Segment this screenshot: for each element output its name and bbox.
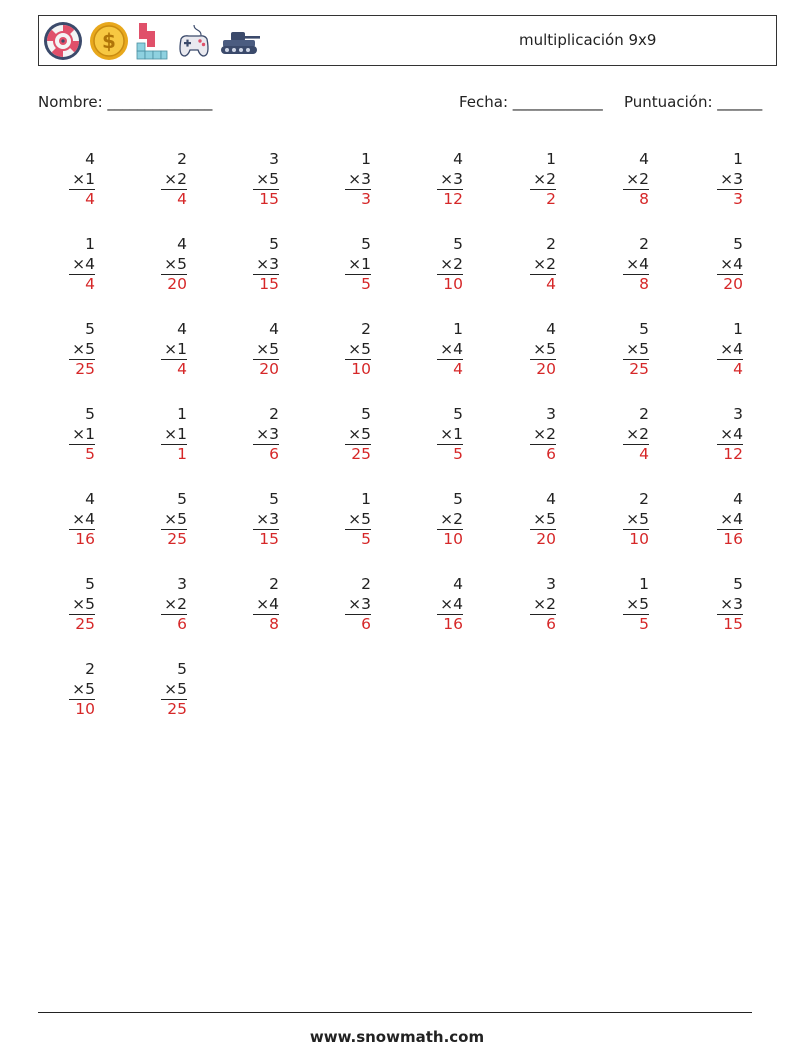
problem-answer: 25 [161,699,187,719]
problem-multiplicand: 4 [453,575,463,593]
problem-multiplicand: 4 [733,490,743,508]
problem-answer: 10 [437,529,463,549]
problem-multiplicand: 4 [453,150,463,168]
problem-answer: 8 [623,189,649,209]
problem-item [311,235,371,294]
footer-divider [38,1012,752,1013]
problem-answer: 6 [530,444,556,464]
problem-multiplicand: 5 [733,235,743,253]
problem-multiplier: ×4 [720,339,743,358]
problem-item [127,235,187,294]
problem-multiplicand: 2 [269,405,279,423]
problem-item [35,405,95,464]
problem-item [219,320,279,379]
problem-answer: 15 [253,274,279,294]
problem-multiplier: ×2 [533,594,556,613]
problem-multiplicand: 4 [269,320,279,338]
problem-answer: 25 [161,529,187,549]
problem-multiplier: ×3 [720,594,743,613]
problem-answer: 20 [530,359,556,379]
problem-multiplicand: 2 [361,575,371,593]
problem-item [127,405,187,464]
problem-answer: 4 [623,444,649,464]
problem-multiplier: ×5 [164,679,187,698]
problem-multiplier: ×3 [720,169,743,188]
problem-answer: 15 [717,614,743,634]
problem-answer: 6 [345,614,371,634]
problem-answer: 6 [530,614,556,634]
problem-multiplicand: 3 [546,405,556,423]
problem-multiplicand: 1 [361,150,371,168]
problem-multiplier: ×2 [164,169,187,188]
problem-multiplicand: 5 [177,490,187,508]
problem-item [683,490,743,549]
problem-answer: 15 [253,189,279,209]
problem-multiplier: ×3 [348,169,371,188]
problem-multiplier: ×5 [164,254,187,273]
score-field: Puntuación: ______ [624,93,763,111]
problem-item [35,235,95,294]
problem-multiplier: ×5 [348,509,371,528]
problem-multiplicand: 2 [269,575,279,593]
problem-multiplier: ×4 [440,339,463,358]
problem-multiplier: ×4 [72,254,95,273]
footer-site: www.snowmath.com [309,1028,485,1046]
problem-answer: 15 [253,529,279,549]
problem-item [683,405,743,464]
problem-item [683,150,743,209]
problem-multiplicand: 2 [639,235,649,253]
problem-item [311,405,371,464]
problem-multiplicand: 1 [546,150,556,168]
problem-multiplicand: 5 [453,490,463,508]
problem-item [311,150,371,209]
problem-answer: 10 [437,274,463,294]
problem-answer: 20 [717,274,743,294]
problem-multiplier: ×4 [72,509,95,528]
problem-multiplier: ×5 [348,339,371,358]
problem-multiplier: ×5 [626,594,649,613]
problem-item [35,660,95,719]
problem-multiplier: ×3 [256,254,279,273]
problem-multiplier: ×4 [720,254,743,273]
problem-multiplier: ×2 [533,169,556,188]
problem-item [311,490,371,549]
problem-answer: 4 [161,359,187,379]
problem-answer: 4 [69,274,95,294]
problem-answer: 3 [717,189,743,209]
problem-multiplicand: 1 [453,320,463,338]
problem-item [496,490,556,549]
problem-item [127,575,187,634]
problem-multiplicand: 1 [85,235,95,253]
problem-answer: 8 [253,614,279,634]
problem-item [496,405,556,464]
problem-multiplicand: 5 [361,405,371,423]
problem-item [219,490,279,549]
problem-multiplicand: 4 [85,150,95,168]
problem-multiplier: ×5 [533,339,556,358]
problem-multiplier: ×4 [626,254,649,273]
problem-multiplier: ×3 [440,169,463,188]
problem-multiplicand: 5 [361,235,371,253]
problem-item [35,490,95,549]
problem-item [589,320,649,379]
problem-multiplier: ×5 [626,509,649,528]
problem-multiplicand: 2 [639,490,649,508]
problem-multiplicand: 3 [177,575,187,593]
problem-item [683,320,743,379]
name-field: Nombre: ______________ [38,93,213,111]
problem-answer: 20 [253,359,279,379]
problem-item [589,575,649,634]
problem-multiplier: ×1 [348,254,371,273]
problem-multiplier: ×2 [533,424,556,443]
problem-item [496,320,556,379]
problem-multiplier: ×1 [164,424,187,443]
problem-multiplicand: 5 [453,405,463,423]
problem-multiplier: ×4 [720,424,743,443]
problem-answer: 2 [530,189,556,209]
problem-answer: 12 [437,189,463,209]
problem-answer: 5 [69,444,95,464]
problem-multiplier: ×2 [626,424,649,443]
problem-item [311,320,371,379]
problem-answer: 5 [345,529,371,549]
problem-answer: 25 [69,614,95,634]
problem-multiplicand: 4 [177,320,187,338]
problem-answer: 5 [623,614,649,634]
problem-multiplier: ×2 [533,254,556,273]
problem-item [683,575,743,634]
problem-multiplier: ×5 [164,509,187,528]
problem-multiplier: ×5 [256,339,279,358]
problem-multiplicand: 4 [546,320,556,338]
problem-answer: 25 [69,359,95,379]
problem-multiplier: ×3 [348,594,371,613]
problem-item [589,490,649,549]
problem-answer: 1 [161,444,187,464]
problem-multiplicand: 1 [733,320,743,338]
problem-multiplier: ×5 [348,424,371,443]
problem-item [403,320,463,379]
problem-multiplier: ×2 [164,594,187,613]
problem-item [311,575,371,634]
svg-text:$: $ [102,29,116,53]
problem-item [403,235,463,294]
problem-multiplicand: 3 [546,575,556,593]
problem-answer: 4 [530,274,556,294]
problem-multiplicand: 1 [733,150,743,168]
problem-answer: 10 [623,529,649,549]
problem-answer: 25 [345,444,371,464]
problem-multiplier: ×4 [440,594,463,613]
problem-item [589,150,649,209]
problem-multiplicand: 4 [639,150,649,168]
problem-answer: 10 [69,699,95,719]
problem-multiplicand: 2 [85,660,95,678]
problem-multiplicand: 2 [361,320,371,338]
problem-multiplier: ×5 [256,169,279,188]
problem-multiplicand: 2 [546,235,556,253]
problem-item [127,320,187,379]
problem-item [403,150,463,209]
problem-answer: 4 [69,189,95,209]
problem-multiplier: ×1 [440,424,463,443]
problem-multiplicand: 1 [361,490,371,508]
problem-multiplier: ×1 [72,169,95,188]
problem-item [496,575,556,634]
problem-answer: 5 [345,274,371,294]
problem-multiplier: ×5 [626,339,649,358]
problem-item [219,405,279,464]
problem-multiplier: ×5 [72,594,95,613]
worksheet-title: multiplicación 9x9 [519,31,657,49]
problem-multiplicand: 5 [85,320,95,338]
problem-answer: 16 [69,529,95,549]
problem-multiplicand: 5 [269,490,279,508]
problem-answer: 8 [623,274,649,294]
problem-multiplicand: 5 [177,660,187,678]
problem-item [35,150,95,209]
problem-multiplier: ×2 [440,509,463,528]
problem-item [496,150,556,209]
problem-item [127,490,187,549]
problem-answer: 10 [345,359,371,379]
problem-multiplicand: 2 [639,405,649,423]
problem-multiplicand: 4 [546,490,556,508]
problem-multiplicand: 5 [733,575,743,593]
problem-multiplicand: 5 [639,320,649,338]
problem-answer: 25 [623,359,649,379]
problem-multiplier: ×5 [72,339,95,358]
problem-multiplicand: 5 [85,575,95,593]
problem-item [496,235,556,294]
problem-item [403,405,463,464]
problem-multiplicand: 1 [639,575,649,593]
problem-multiplicand: 5 [85,405,95,423]
problem-multiplier: ×5 [72,679,95,698]
problem-multiplicand: 4 [177,235,187,253]
problem-multiplicand: 4 [85,490,95,508]
problem-multiplier: ×2 [440,254,463,273]
problem-item [127,150,187,209]
problem-answer: 20 [161,274,187,294]
problem-item [35,575,95,634]
problem-item [683,235,743,294]
problem-item [219,575,279,634]
problem-multiplicand: 3 [733,405,743,423]
problem-multiplier: ×2 [626,169,649,188]
date-field: Fecha: ____________ [459,93,603,111]
problem-answer: 12 [717,444,743,464]
problem-multiplicand: 5 [453,235,463,253]
problem-answer: 6 [161,614,187,634]
problem-answer: 4 [437,359,463,379]
problem-multiplicand: 5 [269,235,279,253]
problem-multiplier: ×3 [256,509,279,528]
problem-answer: 4 [161,189,187,209]
problem-item [403,575,463,634]
problem-answer: 3 [345,189,371,209]
problem-item [127,660,187,719]
problem-item [589,405,649,464]
problem-item [219,150,279,209]
problem-item [589,235,649,294]
problem-answer: 16 [717,529,743,549]
problem-multiplier: ×1 [164,339,187,358]
problem-answer: 20 [530,529,556,549]
problem-item [403,490,463,549]
problem-multiplicand: 1 [177,405,187,423]
problem-multiplier: ×4 [720,509,743,528]
problem-multiplier: ×1 [72,424,95,443]
problem-item [35,320,95,379]
problem-answer: 6 [253,444,279,464]
problem-item [219,235,279,294]
problem-answer: 5 [437,444,463,464]
problem-multiplier: ×5 [533,509,556,528]
problem-answer: 16 [437,614,463,634]
problem-answer: 4 [717,359,743,379]
problem-multiplicand: 2 [177,150,187,168]
problem-multiplicand: 3 [269,150,279,168]
problem-multiplier: ×3 [256,424,279,443]
problem-multiplier: ×4 [256,594,279,613]
